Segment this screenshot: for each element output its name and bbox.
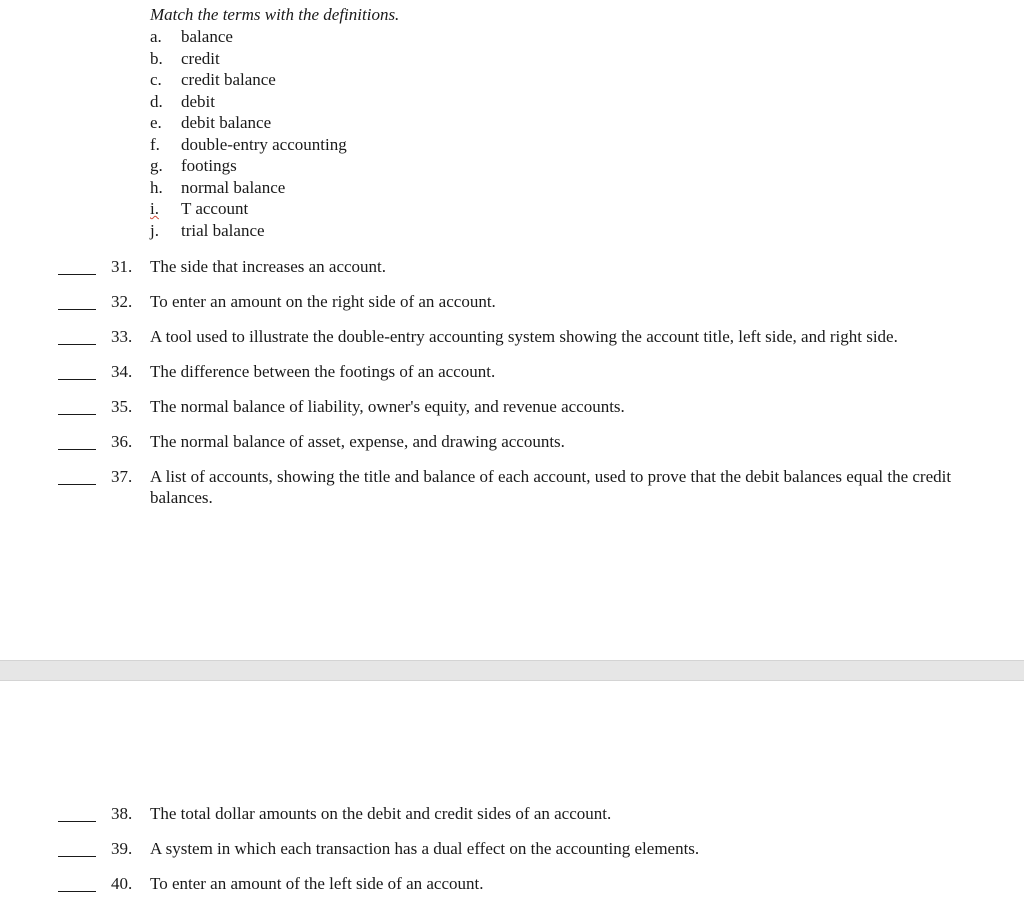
term-text: normal balance	[181, 177, 286, 197]
term-text: double-entry accounting	[181, 134, 347, 154]
question-text: The total dollar amounts on the debit and credit sides of an account.	[150, 804, 612, 823]
answer-blank[interactable]	[58, 449, 96, 450]
term-letter: d.	[150, 91, 163, 111]
question-text: A tool used to illustrate the double-entry accounting system showing the account title, left side, and right side.	[150, 327, 898, 346]
term-letter: h.	[150, 177, 163, 197]
term-letter: f.	[150, 134, 160, 154]
page-break	[0, 660, 1024, 681]
question-number: 40.	[111, 874, 133, 893]
term-letter: g.	[150, 156, 163, 175]
term-item	[150, 112, 347, 134]
term-text: T account	[181, 199, 249, 218]
question-number: 34.	[111, 362, 133, 381]
term-item	[150, 48, 347, 70]
answer-blank[interactable]	[58, 344, 96, 345]
instructions: Match the terms with the definitions.	[150, 5, 400, 24]
term-item	[150, 220, 347, 242]
answer-blank[interactable]	[58, 309, 96, 310]
answer-blank[interactable]	[58, 821, 96, 822]
question-number: 33.	[111, 327, 133, 346]
answer-blank[interactable]	[58, 891, 96, 892]
term-text: credit	[181, 48, 220, 68]
answer-blank[interactable]	[58, 856, 96, 857]
term-letter: c.	[150, 70, 162, 89]
question-text: To enter an amount on the right side of an account.	[150, 292, 496, 311]
question-number: 35.	[111, 397, 133, 416]
question-text: The difference between the footings of an account.	[150, 362, 496, 381]
question-number: 32.	[111, 292, 133, 311]
document-page-2	[0, 681, 1024, 908]
term-item	[150, 69, 347, 91]
question-number: 37.	[111, 467, 133, 486]
term-item	[150, 134, 347, 156]
question-text: A list of accounts, showing the title and balance of each account, used to prove that the debit balances equal the credit balances.	[150, 467, 952, 507]
term-item	[150, 91, 347, 113]
term-item	[150, 177, 347, 199]
terms-list	[150, 26, 347, 241]
question-text: A system in which each transaction has a dual effect on the accounting elements.	[150, 839, 700, 858]
term-text: trial balance	[181, 220, 265, 240]
term-letter: a.	[150, 27, 162, 46]
question-text: The normal balance of liability, owner's equity, and revenue accounts.	[150, 397, 625, 416]
term-item	[150, 155, 347, 177]
term-text: debit	[181, 91, 215, 111]
term-text: credit balance	[181, 70, 276, 89]
term-item	[150, 198, 347, 220]
question-number: 31.	[111, 257, 133, 276]
question-number: 38.	[111, 804, 133, 823]
answer-blank[interactable]	[58, 274, 96, 275]
term-letter: b.	[150, 48, 163, 68]
term-text: balance	[181, 27, 233, 46]
term-text: footings	[181, 156, 237, 175]
term-letter: i.	[150, 199, 159, 218]
question-number: 39.	[111, 839, 133, 858]
question-number: 36.	[111, 432, 133, 451]
term-text: debit balance	[181, 113, 272, 132]
answer-blank[interactable]	[58, 379, 96, 380]
question-text: The normal balance of asset, expense, and drawing accounts.	[150, 432, 565, 451]
answer-blank[interactable]	[58, 484, 96, 485]
term-letter: e.	[150, 113, 162, 132]
term-item	[150, 26, 347, 48]
question-text: To enter an amount of the left side of an account.	[150, 874, 484, 893]
answer-blank[interactable]	[58, 414, 96, 415]
term-letter: j.	[150, 220, 159, 240]
question-text: The side that increases an account.	[150, 257, 387, 276]
